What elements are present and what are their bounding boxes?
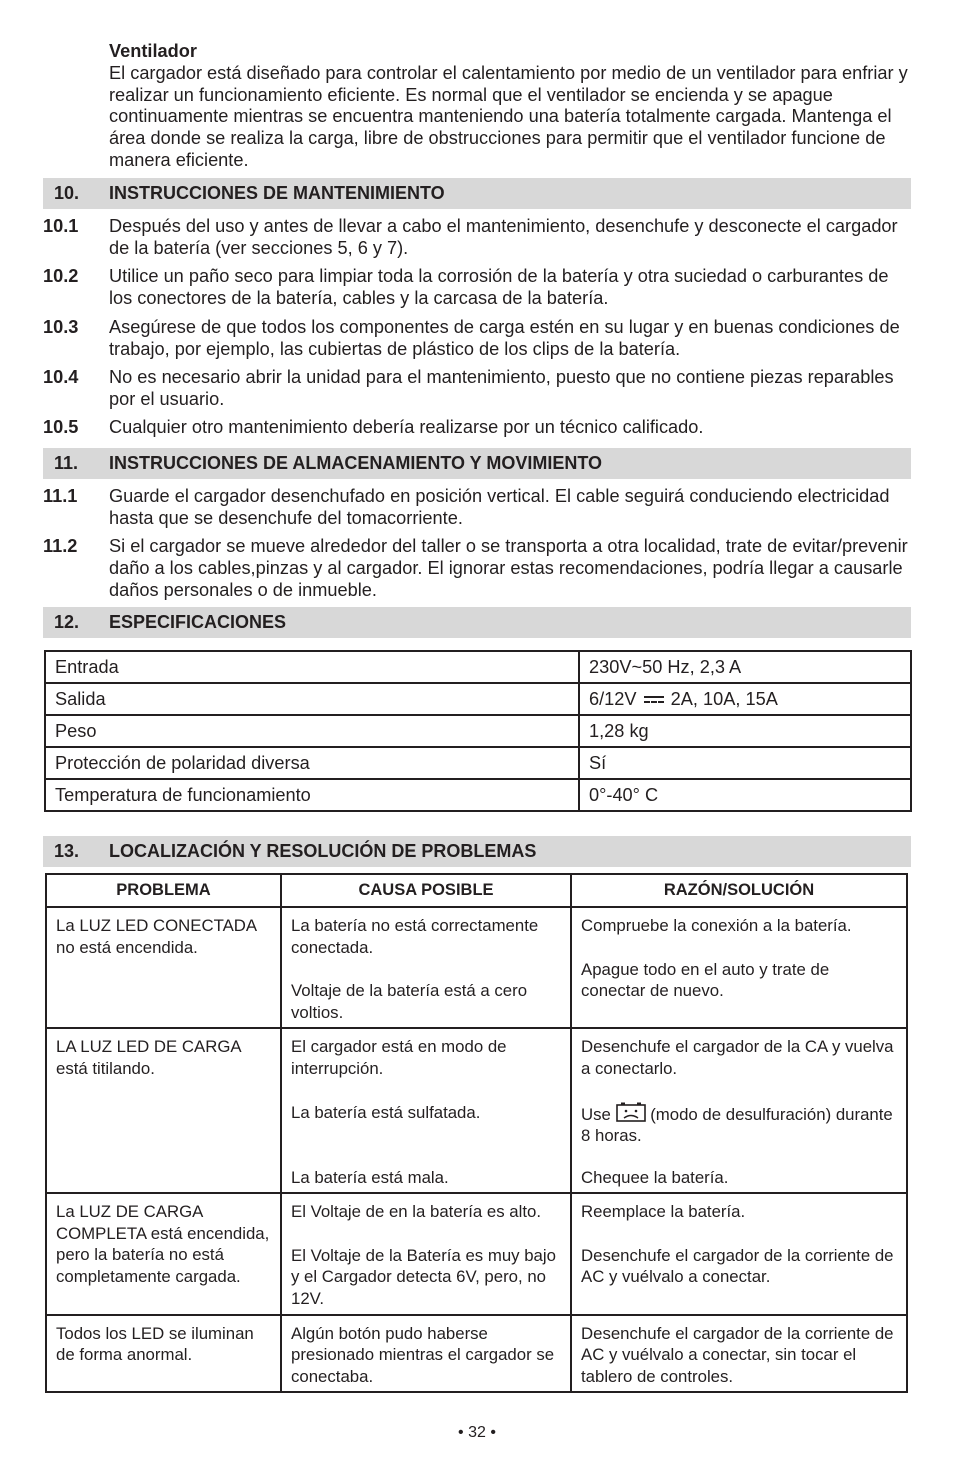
solution-cell [571,1193,907,1314]
page-number: • 32 • [458,1424,496,1441]
item-number: 10.1 [43,216,79,236]
cause-cell [281,907,571,1028]
column-header: CAUSA POSIBLE [281,874,571,907]
problem-cell [46,1315,281,1393]
problem-cell [46,1028,281,1193]
cause-cell [281,1315,571,1393]
cause-text: El Voltaje de la Batería es muy bajo y el Cargador detecta 6V, pero, no 12V. [291,1245,556,1308]
cause-text: La batería está mala. [291,1167,449,1187]
problem-text: LA LUZ LED DE CARGA está titilando. [56,1037,241,1078]
section-title: LOCALIZACIÓN Y RESOLUCIÓN DE PROBLEMAS [109,841,537,861]
cause-cell [281,1028,571,1193]
solution-text-suffix: (modo de desulfuración) durante 8 horas. [581,1104,893,1146]
problem-text: Todos los LED se iluminan de forma anormal. [56,1323,254,1365]
solution-text-prefix: Use [581,1104,611,1124]
solution-text: Apague todo en el auto y trate de conectar de nuevo. [581,959,830,1001]
cause-cell [281,1193,571,1314]
cause-text: La batería no está correctamente conectada. [291,916,539,957]
solution-text: Reemplace la batería. [581,1202,746,1222]
troubleshooting-table [45,873,908,1393]
table-header-row [46,874,907,907]
column-header: PROBLEMA [46,874,281,907]
item-number: 10.2 [43,266,79,286]
spec-value: 0°-40° C [579,779,911,811]
spec-value: 1,28 kg [579,715,911,747]
solution-text [581,1102,898,1145]
table-row [45,779,911,811]
table-row [46,1193,907,1314]
cause-text: El Voltaje de en la batería es alto. [291,1202,542,1222]
section-header-specs [43,607,911,638]
item-text: Si el cargador se mueve alrededor del taller o se transporta a otra localidad, trate de evitar/prevenir daño a los cables,pinzas y al cargador. El ignorar estas recomendaciones, podría llegar a causarle daños personales o de inmueble. [109,536,908,600]
table-row [46,1315,907,1393]
section-title: ESPECIFICACIONES [109,612,287,632]
spec-value: Sí [579,747,911,779]
section-header-storage [43,448,911,479]
section-header-troubleshooting [43,836,911,867]
fan-note-body: El cargador está diseñado para controlar el calentamiento por medio de un ventilador para enfriar y realizar un funcionamiento eficiente. Es normal que el ventilador se encienda y se apague continuamente mientras se encuentra manteniendo una batería totalmente cargada. Mantenga el área donde se realiza la carga, libre de obstrucciones para permitir que el ventilador funcione de manera eficiente. [109,62,908,170]
solution-text: Desenchufe el cargador de la CA y vuelva a conectarlo. [581,1037,894,1078]
column-header: RAZÓN/SOLUCIÓN [571,874,907,907]
problem-cell [46,907,281,1028]
table-row [45,683,911,715]
spec-label: Peso [45,715,579,747]
cause-text: La batería está sulfatada. [291,1102,481,1122]
solution-text: Desenchufe el cargador de la corriente de AC y vuélvalo a conectar, sin tocar el tablero de controles. [581,1323,894,1386]
solution-cell [571,1315,907,1393]
table-row [45,747,911,779]
fan-note-title: Ventilador [109,41,197,61]
spec-value [579,683,911,715]
item-text: Utilice un paño seco para limpiar toda la corrosión de la batería y otra suciedad o carburantes de los conectores de la batería, cables y la carcasa de la batería. [109,266,889,308]
solution-cell [571,1028,907,1193]
section-number: 13. [54,841,80,861]
item-text: No es necesario abrir la unidad para el mantenimiento, puesto que no contiene piezas reparables por el usuario. [109,367,894,409]
spec-value-suffix: 2A, 10A, 15A [670,688,778,709]
spec-label: Temperatura de funcionamiento [45,779,579,811]
item-number: 10.5 [43,417,79,437]
spec-label: Salida [45,683,579,715]
item-text: Cualquier otro mantenimiento debería realizarse por un técnico calificado. [109,417,704,437]
item-text: Asegúrese de que todos los componentes de carga estén en su lugar y en buenas condiciones de trabajo, por ejemplo, las cubiertas de plástico de los clips de la batería. [109,317,900,359]
dc-symbol-icon [644,695,664,705]
spec-value: 230V~50 Hz, 2,3 A [579,651,911,683]
table-row [46,907,907,1028]
item-number: 10.3 [43,317,79,337]
spec-label: Entrada [45,651,579,683]
desulfation-mode-icon [616,1102,646,1122]
table-row [46,1028,907,1193]
section-number: 12. [54,612,80,632]
fan-note [109,41,909,172]
item-text: Después del uso y antes de llevar a cabo el mantenimiento, desenchufe y desconecte el cargador de la batería (ver secciones 5, 6 y 7). [109,216,898,258]
solution-text: Compruebe la conexión a la batería. [581,916,852,935]
table-row [45,651,911,683]
problem-text: La LUZ LED CONECTADA no está encendida. [56,916,257,957]
problem-text: La LUZ DE CARGA COMPLETA está encendida, pero la batería no está completamente cargada. [56,1202,270,1286]
spec-label: Protección de polaridad diversa [45,747,579,779]
problem-cell [46,1193,281,1314]
cause-text: Algún botón pudo haberse presionado mientras el cargador se conectaba. [291,1323,555,1386]
section-title: INSTRUCCIONES DE MANTENIMIENTO [109,183,445,203]
section-number: 11. [54,453,79,473]
solution-text: Chequee la batería. [581,1167,729,1187]
section-title: INSTRUCCIONES DE ALMACENAMIENTO Y MOVIMIENTO [109,453,603,473]
solution-text: Desenchufe el cargador de la corriente de AC y vuélvalo a conectar. [581,1245,894,1287]
cause-text: Voltaje de la batería está a cero voltios. [291,981,528,1022]
item-number: 11.1 [43,486,78,506]
cause-text: El cargador está en modo de interrupción. [291,1037,507,1078]
item-number: 10.4 [43,367,79,387]
specs-table [44,650,912,812]
solution-cell [571,907,907,1028]
section-header-maintenance [43,178,911,209]
item-text: Guarde el cargador desenchufado en posición vertical. El cable seguirá conduciendo electricidad hasta que se desenchufe del tomacorriente. [109,486,890,528]
item-number: 11.2 [43,536,78,556]
section-number: 10. [54,183,80,203]
table-row [45,715,911,747]
spec-value-prefix: 6/12V [589,688,637,709]
